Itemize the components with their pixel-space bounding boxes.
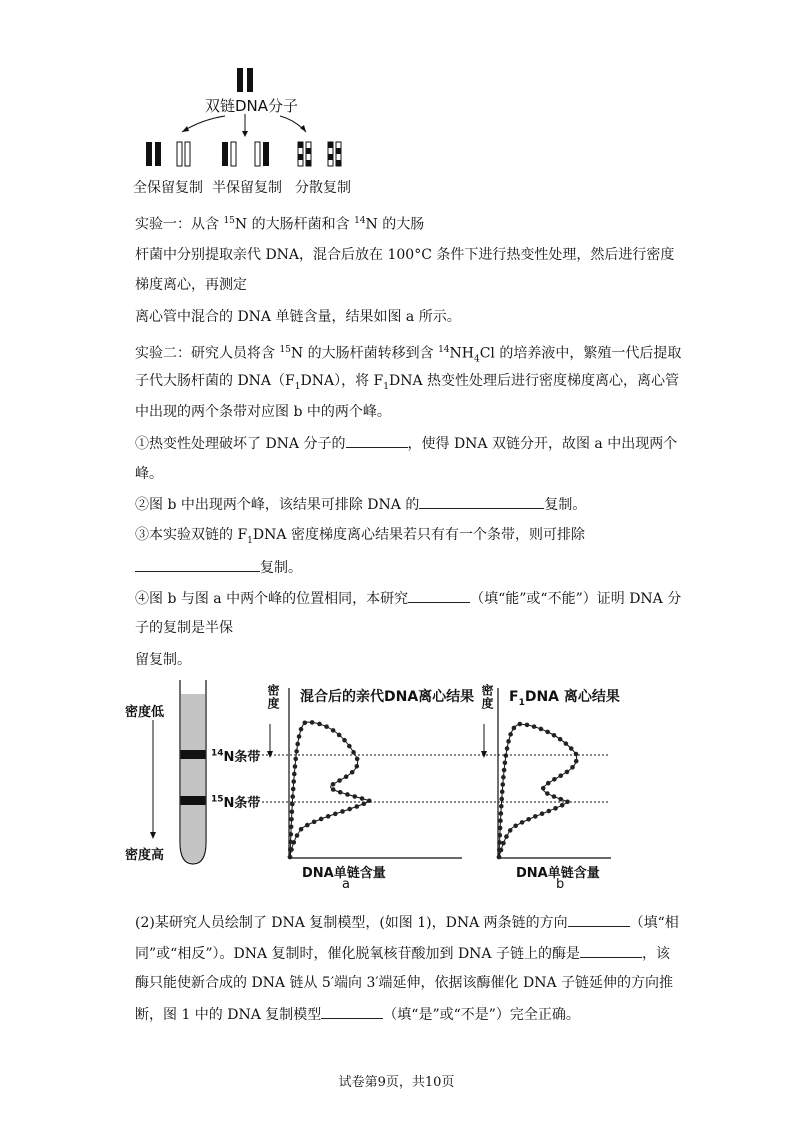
question-1-cont: 峰。 [135,466,163,482]
arrow-conservative [182,116,225,132]
curve-dot [294,749,299,754]
curve-dot [293,764,298,769]
curve-dot [289,847,294,852]
exp2-text: 实验二：研究人员将含 [135,345,280,362]
curve-dot [337,733,342,738]
curve-dot [354,804,359,809]
curve-dot [305,823,310,828]
arrow-dispersive [280,116,306,132]
q1-text: ①热变性处理破坏了 DNA 分子的 [135,436,346,452]
graph-b-x-label: DNA单链含量 [516,866,600,881]
q2-part2-line2 [135,943,670,964]
page-footer: 试卷第9页，共10页 [338,1075,455,1090]
curve-dot [499,797,504,802]
semi-new-2 [255,142,260,166]
answer-blank-1[interactable] [346,433,408,448]
curve-dot [499,804,504,809]
curve-dot [504,753,509,758]
question-2 [135,494,586,515]
curve-dot [560,803,565,808]
curve-dot [513,823,518,828]
curve-dot [570,765,575,770]
curve-dot [354,764,359,769]
curve-dot [498,833,503,838]
generation-sub: 1 [518,697,525,708]
exp1-text: 实验一：从含 [135,216,224,233]
curve-dot [569,746,574,751]
curve-dot [290,809,295,814]
cons-old-2 [155,142,161,166]
exp2-text: NH [449,345,474,362]
curve-dot [501,775,506,780]
curve-dot [565,770,570,775]
curve-dot [345,792,350,797]
curve-dot [351,750,356,755]
curve-dot [558,773,563,778]
graph-a-caption: a [342,877,350,892]
curve-dot [499,848,504,853]
curve-dot [539,727,544,732]
generation-sub: 1 [294,381,301,392]
curve-dot [326,814,331,819]
semi-old-2 [263,142,269,166]
exp2-text: 子代大肠杆菌的 DNA（F [135,373,295,389]
curve-dot [552,733,557,738]
q3-text: 复制。 [260,560,302,576]
answer-blank-4[interactable] [408,588,470,603]
arrow-head-conservative [182,126,189,132]
isotope-sup: 14 [211,748,224,759]
exp1-line1 [135,211,424,235]
q2-part2-line1 [135,912,679,933]
exp2-line3: 中出现的两个条带对应图 b 中的两个峰。 [135,404,391,420]
curve-dot [295,742,300,747]
graph-b-title [509,686,620,708]
cons-new-2 [185,142,190,166]
curve-dot [565,799,570,804]
question-1 [135,433,677,454]
dispersive-label: 分散复制 [295,180,351,196]
dispersive-strands [298,142,341,166]
formula-sub: 4 [473,354,480,365]
curve-dot [498,826,503,831]
curve-dot [331,787,336,792]
curve-dot [352,794,357,799]
graph-b-density-arrow-head [481,751,487,758]
curve-dot [312,820,317,825]
curve-dot [299,827,304,832]
graph-a-x-label: DNA单链含量 [302,866,386,881]
curve-dot [533,814,538,819]
graph-a-dots [288,720,372,859]
curve-dot [347,744,352,749]
curve-dot [293,757,298,762]
semiconservative-label: 半保留复制 [212,180,282,196]
curve-dot [558,737,563,742]
q2-part2-line3: 酶只能使新合成的 DNA 链从 5′端向 3′端延伸，依据该酶催化 DNA 子链延伸的方向推 [135,975,674,991]
q4-text: ④图 b 与图 a 中两个峰的位置相同，本研究 [135,591,409,607]
answer-blank-2[interactable] [419,494,544,509]
graph-a-y-label: 密度 [266,684,280,710]
curve-dot [292,772,297,777]
curve-dot [319,817,324,822]
curve-dot [500,782,505,787]
curve-dot [290,802,295,807]
curve-dot [545,791,550,796]
curve-dot [317,722,322,727]
curve-dot [505,746,510,751]
curve-dot [290,794,295,799]
curve-dot [526,817,531,822]
curve-dot [299,727,304,732]
isotope-sup: 15 [223,216,235,226]
curve-dot [552,777,557,782]
curve-dot [344,774,349,779]
generation-sub: 1 [247,535,253,546]
curve-dot [292,840,297,845]
exp2-line1 [135,340,681,369]
density-low-label: 密度低 [125,705,165,720]
isotope-sup: 15 [279,345,291,355]
parent-dna-label: 双链DNA分子 [205,97,299,115]
band-text: N条带 [223,750,261,765]
curve-dot [552,794,557,799]
curve-dot [574,759,579,764]
cons-old-1 [146,142,152,166]
exp2-text: N 的大肠杆菌转移到含 [290,345,439,362]
q5-text: (2)某研究人员绘制了 DNA 复制模型，(如图 1)，DNA 两条链的方向 [135,915,568,931]
curve-dot [295,833,300,838]
curve-dot [503,761,508,766]
arrow-head-dispersive [300,125,306,132]
q2-text: ②图 b 中出现两个峰，该结果可排除 DNA 的 [135,497,420,513]
graph-b-dots [497,722,579,860]
generation-sub: 1 [383,381,389,392]
graph-b [476,680,620,895]
question-3 [135,525,585,551]
curve-dot [303,720,308,725]
curve-dot [508,828,513,833]
semi-old-1 [222,142,228,166]
q2-part2-line4 [135,1004,580,1025]
q2-text: 复制。 [544,497,587,513]
curve-dot [499,811,504,816]
curve-dot [289,824,294,829]
graph-b-caption: b [556,877,565,892]
answer-blank-7[interactable] [321,1004,383,1019]
curve-dot [502,768,507,773]
curve-dot [347,807,352,812]
band-15n [181,796,206,805]
graph-a-title: 混合后的亲代DNA离心结果 [300,689,475,705]
curve-dot [338,790,343,795]
band-15n-label [211,792,260,811]
graph-a-density-arrow-head [267,751,273,758]
graph-b-title-rest: DNA 离心结果 [524,689,620,705]
exp1-line4: 离心管中混合的 DNA 单链含量，结果如图 a 所示。 [135,309,461,325]
curve-dot [532,724,537,729]
q3-text: DNA 密度梯度离心结果若只有有一个条带，则可排除 [252,527,585,543]
exp2-text: DNA），将 F [300,373,384,389]
q5-text: 断，图 1 中的 DNA 复制模型 [135,1007,322,1023]
curve-dot [512,726,517,731]
curve-dot [362,801,367,806]
curve-dot [288,855,293,860]
isotope-sup: 14 [438,345,450,355]
curve-dot [350,770,355,775]
curve-dot [553,806,558,811]
isotope-sup: 15 [211,794,224,805]
curve-dot [558,797,563,802]
curve-dot [545,730,550,735]
curve-dot [331,782,336,787]
exp2-line2 [135,371,679,397]
q1-text: ，使得 DNA 双链分开，故图 a 中出现两个 [407,436,678,452]
question-4 [135,588,681,609]
curve-dot [525,723,530,728]
band-14n [181,750,206,759]
conservative-label: 全保留复制 [133,180,203,196]
curve-dot [333,812,338,817]
semi-new-1 [231,142,236,166]
curve-dot [501,841,506,846]
curve-dot [498,818,503,823]
density-high-label: 密度高 [125,848,165,863]
curve-dot [337,778,342,783]
curve-dot [310,720,315,725]
curve-dot [342,738,347,743]
curve-dot [497,840,502,845]
arrow-head-semiconservative [242,131,248,137]
curve-dot [506,739,511,744]
answer-blank-3[interactable] [135,557,260,572]
parent-strand-left [237,68,243,92]
exp1-line2: 杆菌中分别提取亲代 DNA，混合后放在 100°C 条件下进行热变性处理，然后进行密度 [135,247,675,263]
curve-dot [540,811,545,816]
curve-dot [574,752,579,757]
curve-dot [340,809,345,814]
exp1-line3: 梯度离心，再测定 [135,277,247,293]
graph-a [262,680,475,895]
graph-b-y-label: 密度 [480,684,494,710]
parent-strand-right [247,68,253,92]
band-text: N条带 [223,796,261,811]
centrifuge-figure [125,672,270,872]
curve-dot [355,757,360,762]
curve-dot [546,781,551,786]
curve-dot [500,789,505,794]
question-4-cont: 子的复制是半保 [135,620,233,636]
exp1-text: N 的大肠杆菌和含 [234,216,355,233]
curve-dot [324,724,329,729]
curve-dot [564,741,569,746]
band-14n-label [211,746,260,765]
q4-text: （填“能”或“不能”）证明 DNA 分 [470,591,682,607]
replication-diagram [130,60,370,200]
curve-dot [520,820,525,825]
curve-dot [291,779,296,784]
density-arrow-head [150,832,156,839]
q5-text: （填“是”或“不是”）完全正确。 [383,1007,580,1023]
curve-dot [289,832,294,837]
cons-new-1 [177,142,182,166]
curve-dot [497,855,502,860]
question-3-cont [135,557,302,578]
q5-text: （填“相 [629,915,679,931]
graph-a-curve [290,722,370,857]
curve-dot [289,817,294,822]
graph-b-title-prefix: F [509,689,519,705]
curve-dot [518,722,523,727]
isotope-sup: 14 [354,216,366,226]
curve-dot [291,787,296,792]
curve-dot [547,809,552,814]
q5-text: ，该 [642,946,670,962]
answer-blank-5[interactable] [568,912,630,927]
tube-liquid [181,694,206,863]
curve-dot [508,732,513,737]
answer-blank-6[interactable] [580,943,642,958]
curve-dot [504,834,509,839]
question-4-end: 留复制。 [135,652,191,668]
exp2-text: DNA 热变性处理后进行密度梯度离心，离心管 [388,373,680,389]
curve-dot [331,728,336,733]
exp1-text: N 的大肠 [365,216,425,233]
q5-text: 同”或“相反”）。DNA 复制时，催化脱氧核苷酸加到 DNA 子链上的酶是 [135,946,580,962]
curve-dot [367,798,372,803]
curve-dot [360,796,365,801]
curve-dot [541,786,546,791]
curve-dot [297,734,302,739]
exp2-text: Cl 的培养液中，繁殖一代后提取 [479,345,682,362]
q3-text: ③本实验双链的 F [135,527,248,543]
